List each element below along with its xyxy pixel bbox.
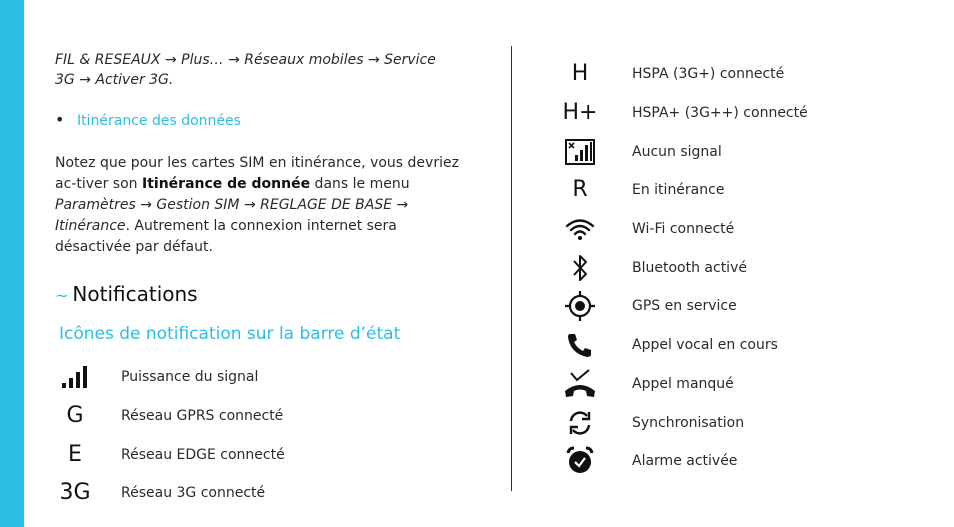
bluetooth-icon	[560, 253, 600, 283]
para-text-1: Notez que pour les cartes SIM en itinérance, vous devriez ac-tiver son	[55, 155, 459, 192]
list-item	[55, 474, 470, 513]
list-item	[560, 326, 940, 365]
right-column	[560, 55, 940, 481]
list-item	[560, 171, 940, 210]
list-item	[560, 442, 940, 481]
hspa-icon	[560, 59, 600, 89]
no-signal-icon	[560, 137, 600, 167]
list-item-label: HSPA (3G+) connecté	[632, 66, 785, 83]
accent-sidebar	[0, 0, 24, 527]
roaming-glyph: R	[572, 177, 588, 203]
list-item-label: Réseau GPRS connecté	[121, 408, 284, 425]
list-item-label: Appel vocal en cours	[632, 337, 778, 354]
phone-call-icon	[560, 330, 600, 360]
list-item	[560, 287, 940, 326]
3g-glyph: 3G	[59, 480, 91, 506]
para-text-3: . Autrement la connexion internet sera désactivée par défaut.	[55, 218, 397, 255]
para-text-2: dans le menu	[310, 176, 410, 192]
edge-icon	[55, 440, 95, 470]
list-item	[560, 365, 940, 404]
list-item-label: Alarme activée	[632, 453, 738, 470]
list-item-label: Réseau EDGE connecté	[121, 446, 285, 463]
menu-path	[55, 50, 470, 90]
left-column	[55, 50, 470, 513]
missed-call-icon	[560, 369, 600, 399]
list-item-label: HSPA+ (3G++) connecté	[632, 105, 808, 122]
right-icon-list	[560, 55, 940, 481]
3g-icon	[55, 478, 95, 508]
list-item	[560, 210, 940, 249]
notifications-subtitle: Icônes de notification sur la barre d’état	[59, 324, 401, 344]
list-item-label: Aucun signal	[632, 143, 722, 160]
menu-path-line-1: FIL & RESEAUX → Plus… → Réseaux mobiles → Service	[55, 52, 436, 68]
sync-icon	[560, 408, 600, 438]
list-item-label: Wi-Fi connecté	[632, 221, 735, 238]
gprs-glyph: G	[66, 403, 84, 429]
list-item	[560, 94, 940, 133]
wifi-icon	[560, 214, 600, 244]
list-item-label: GPS en service	[632, 298, 737, 315]
notifications-heading	[55, 280, 470, 310]
list-item	[560, 403, 940, 442]
gps-icon	[560, 291, 600, 321]
alarm-icon	[560, 446, 600, 476]
list-item-label: Bluetooth activé	[632, 259, 747, 276]
list-item	[55, 435, 470, 474]
hspa-plus-icon	[560, 98, 600, 128]
list-item-label: Puissance du signal	[121, 369, 259, 386]
signal-strength-icon	[55, 362, 95, 392]
hspa-plus-glyph: H+	[562, 100, 598, 126]
list-item	[560, 132, 940, 171]
para-bold: Itinérance de donnée	[142, 176, 311, 192]
bullet-item	[55, 110, 470, 131]
list-item-label: En itinérance	[632, 182, 725, 199]
left-icon-list	[55, 358, 470, 513]
list-item	[55, 358, 470, 397]
list-item	[560, 55, 940, 94]
column-divider	[511, 46, 512, 491]
bullet-dot-icon: •	[55, 110, 65, 129]
notifications-title: Notifications	[72, 282, 198, 306]
tilde-mark: ~	[55, 286, 69, 305]
roaming-paragraph	[55, 153, 470, 258]
list-item-label: Synchronisation	[632, 414, 745, 431]
list-item	[560, 248, 940, 287]
hspa-glyph: H	[571, 61, 589, 87]
bullet-label: Itinérance des données	[77, 113, 241, 129]
list-item	[55, 397, 470, 436]
roaming-icon	[560, 175, 600, 205]
menu-path-line-2: 3G → Activer 3G.	[55, 72, 174, 88]
para-italic: Paramètres → Gestion SIM → REGLAGE DE BASE → Itinérance	[55, 197, 409, 234]
list-item-label: Appel manqué	[632, 375, 734, 392]
gprs-icon	[55, 401, 95, 431]
list-item-label: Réseau 3G connecté	[121, 485, 266, 502]
edge-glyph: E	[68, 441, 82, 467]
